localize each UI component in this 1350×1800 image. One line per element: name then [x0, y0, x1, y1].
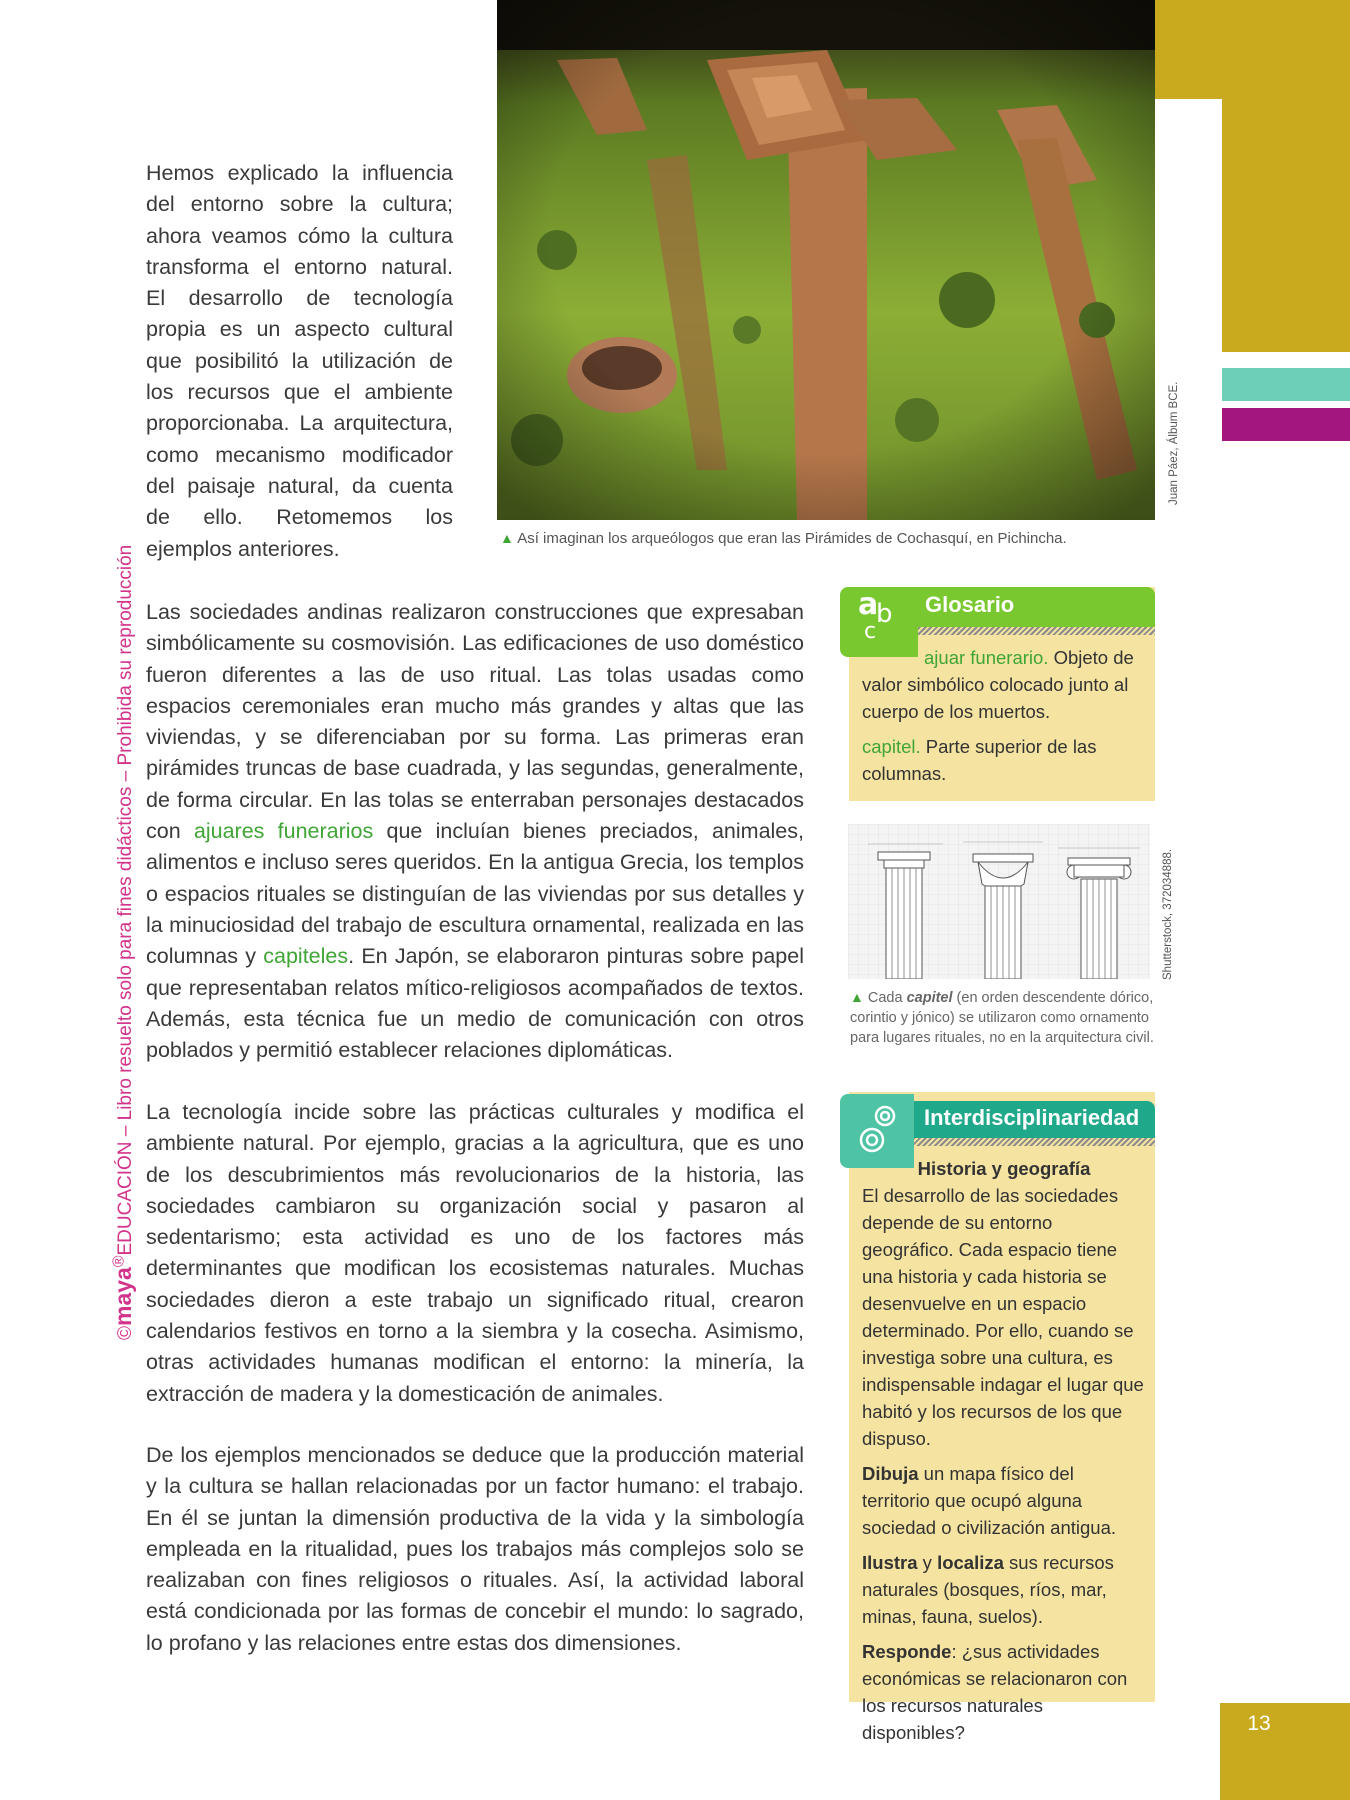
glossary-term-link: capiteles — [263, 944, 349, 969]
paragraph-text: que incluían bienes preciados, animales, alimentos e incluso seres queridos. En la antigua Grecia, los templos o espacios rituales se distinguían de las viviendas por sus detalles y la minuciosidad del trabajo de escultura ornamental, realizada en las columnas y — [146, 819, 804, 969]
column-capitals-illustration — [848, 824, 1150, 979]
glossary-title: Glosario — [925, 592, 1015, 617]
interdisciplinary-text: El desarrollo de las sociedades depende de su entorno geográfico. Cada espacio tiene una historia y cada historia se desenvuelve en un espacio determinado. Por ello, cuando se investiga sobre una cultura, es indispensable indagar el lugar que habitó y los recursos de los que dispuso. — [862, 1185, 1144, 1449]
glossary-entry — [862, 733, 1146, 787]
header-hatch-divider — [913, 627, 1155, 635]
icon-letter: b — [876, 599, 893, 629]
decor-bar-gold — [1155, 0, 1350, 99]
caption-term: capitel — [906, 990, 953, 1006]
glossary-definition: Objeto de valor simbólico colocado junto al cuerpo de los muertos. — [862, 647, 1134, 722]
copyright-notice — [110, 545, 137, 1340]
decor-bar-gold-side — [1222, 99, 1350, 352]
task-illustrate — [862, 1549, 1146, 1630]
glossary-entry — [862, 644, 1146, 725]
task-verb: Responde — [862, 1641, 952, 1662]
task-verb: Ilustra — [862, 1552, 918, 1573]
glossary-definition: Parte superior de las columnas. — [862, 736, 1097, 784]
interdisciplinary-subtitle: Historia y geografía — [917, 1158, 1091, 1179]
copyright-text: EDUCACIÓN – Libro resuelto solo para fines didácticos – Prohibida su reproducción — [115, 544, 136, 1256]
photo-caption — [500, 530, 1160, 547]
brand-logo-text: maya — [110, 1267, 136, 1326]
task-text: un mapa físico del territorio que ocupó alguna sociedad o civilización antigua. — [862, 1463, 1117, 1538]
paragraph-material-production: De los ejemplos mencionados se deduce que la producción material y la cultura se hallan relacionadas por un factor humano: el trabajo. En él se juntan la dimensión productiva de la vida y la simbología empleada en la ritualidad, pues los trabajos más complejos solo se realizaban con fines religiosos o rituales. Así, la actividad laboral está condicionada por las formas de concebir el mundo: lo sagrado, lo profano y las relaciones entre estas dos dimensiones. — [146, 1443, 804, 1655]
glossary-body — [862, 644, 1146, 795]
glossary-term: ajuar funerario. — [924, 647, 1049, 668]
icon-letter: a — [858, 587, 879, 622]
task-verb: localiza — [937, 1552, 1004, 1573]
decor-bar-magenta — [1222, 408, 1350, 441]
capitals-caption — [850, 987, 1160, 1048]
caption-text: (en orden descendente dórico, corintio y jónico) se utilizaron como ornamento para lugares rituales, no en la arquitectura civil. — [850, 990, 1154, 1046]
registered-mark: ® — [110, 1255, 128, 1268]
paragraph-text: Las sociedades andinas realizaron construcciones que expresaban simbólicamente su cosmovisión. Las edificaciones de uso doméstico fueron diferentes a las de uso ritual. Las tolas usadas como espacios ceremoniales eran mucho más grandes y altas que las viviendas, y se diferenciaban por su forma. Las primeras eran pirámides truncas de base cuadrada, y las segundas, generalmente, de forma circular. En las tolas se enterraban personajes destacados con — [146, 600, 804, 844]
interdisciplinary-body — [862, 1155, 1146, 1754]
interdisciplinary-title: Interdisciplinariedad — [924, 1105, 1140, 1130]
task-respond — [862, 1638, 1146, 1746]
illustration-credit: Shutterstock, 372034888. — [1162, 848, 1174, 980]
header-hatch-divider — [913, 1138, 1155, 1146]
task-text: y — [917, 1552, 938, 1573]
icon-letter: c — [864, 619, 877, 644]
task-draw — [862, 1460, 1146, 1541]
paragraph-technology: La tecnología incide sobre las prácticas culturales y modifica el ambiente natural. Por ejemplo, gracias a la agricultura, que es uno de los descubrimientos más revolucionarios de la historia, las sociedades cambiaron su organización social y pasaron al sedentarismo; esta actividad es uno de los factores más determinantes que modifican los ecosistemas naturales. Muchas sociedades dieron a este trabajo un significado ritual, crearon calendarios festivos en torno a la siembra y la cosecha. Asimismo, otras actividades humanas modifican el entorno: la minería, la extracción de madera y la domesticación de animales. — [146, 1100, 804, 1406]
caption-text: Cada — [867, 990, 907, 1006]
page-number: 13 — [1247, 1712, 1271, 1735]
photo-credit: Juan Páez, Álbum BCE. — [1168, 381, 1180, 505]
paragraph-text: . En Japón, se elaboraron pinturas sobre papel que representaban relatos mítico-religiosos acompañados de textos. Además, esta técnica fue un medio de comunicación con otros poblados y permitió establecer relaciones diplomáticas. — [146, 944, 804, 1063]
task-verb: Dibuja — [862, 1463, 919, 1484]
copyright-symbol: © — [115, 1326, 136, 1340]
triangle-bullet-icon: ▲ — [500, 530, 514, 546]
glossary-term-link: ajuares funerarios — [193, 819, 374, 844]
photo-caption-text: Así imaginan los arqueólogos que eran las Pirámides de Cochasquí, en Pichincha. — [517, 530, 1067, 547]
task-text: : ¿sus actividades económicas se relacionaron con los recursos naturales disponibles? — [862, 1641, 1128, 1743]
paragraph-andean-societies — [146, 597, 804, 1066]
intro-paragraph: Hemos explicado la influencia del entorno sobre la cultura; ahora veamos cómo la cultura transforma el entorno natural. El desarrollo de tecnología propia es un aspecto cultural que posibilitó la utilización de los recursos que el ambiente proporcionaba. La arquitectura, como mecanismo modificador del paisaje natural, da cuenta de ello. Retomemos los ejemplos anteriores. — [146, 161, 453, 561]
task-text: sus recursos naturales (bosques, ríos, mar, minas, fauna, suelos). — [862, 1552, 1114, 1627]
glossary-term: capitel. — [862, 736, 921, 757]
decor-bar-teal — [1222, 368, 1350, 401]
triangle-bullet-icon: ▲ — [850, 989, 864, 1005]
cochasqui-pyramids-photo — [497, 0, 1155, 520]
